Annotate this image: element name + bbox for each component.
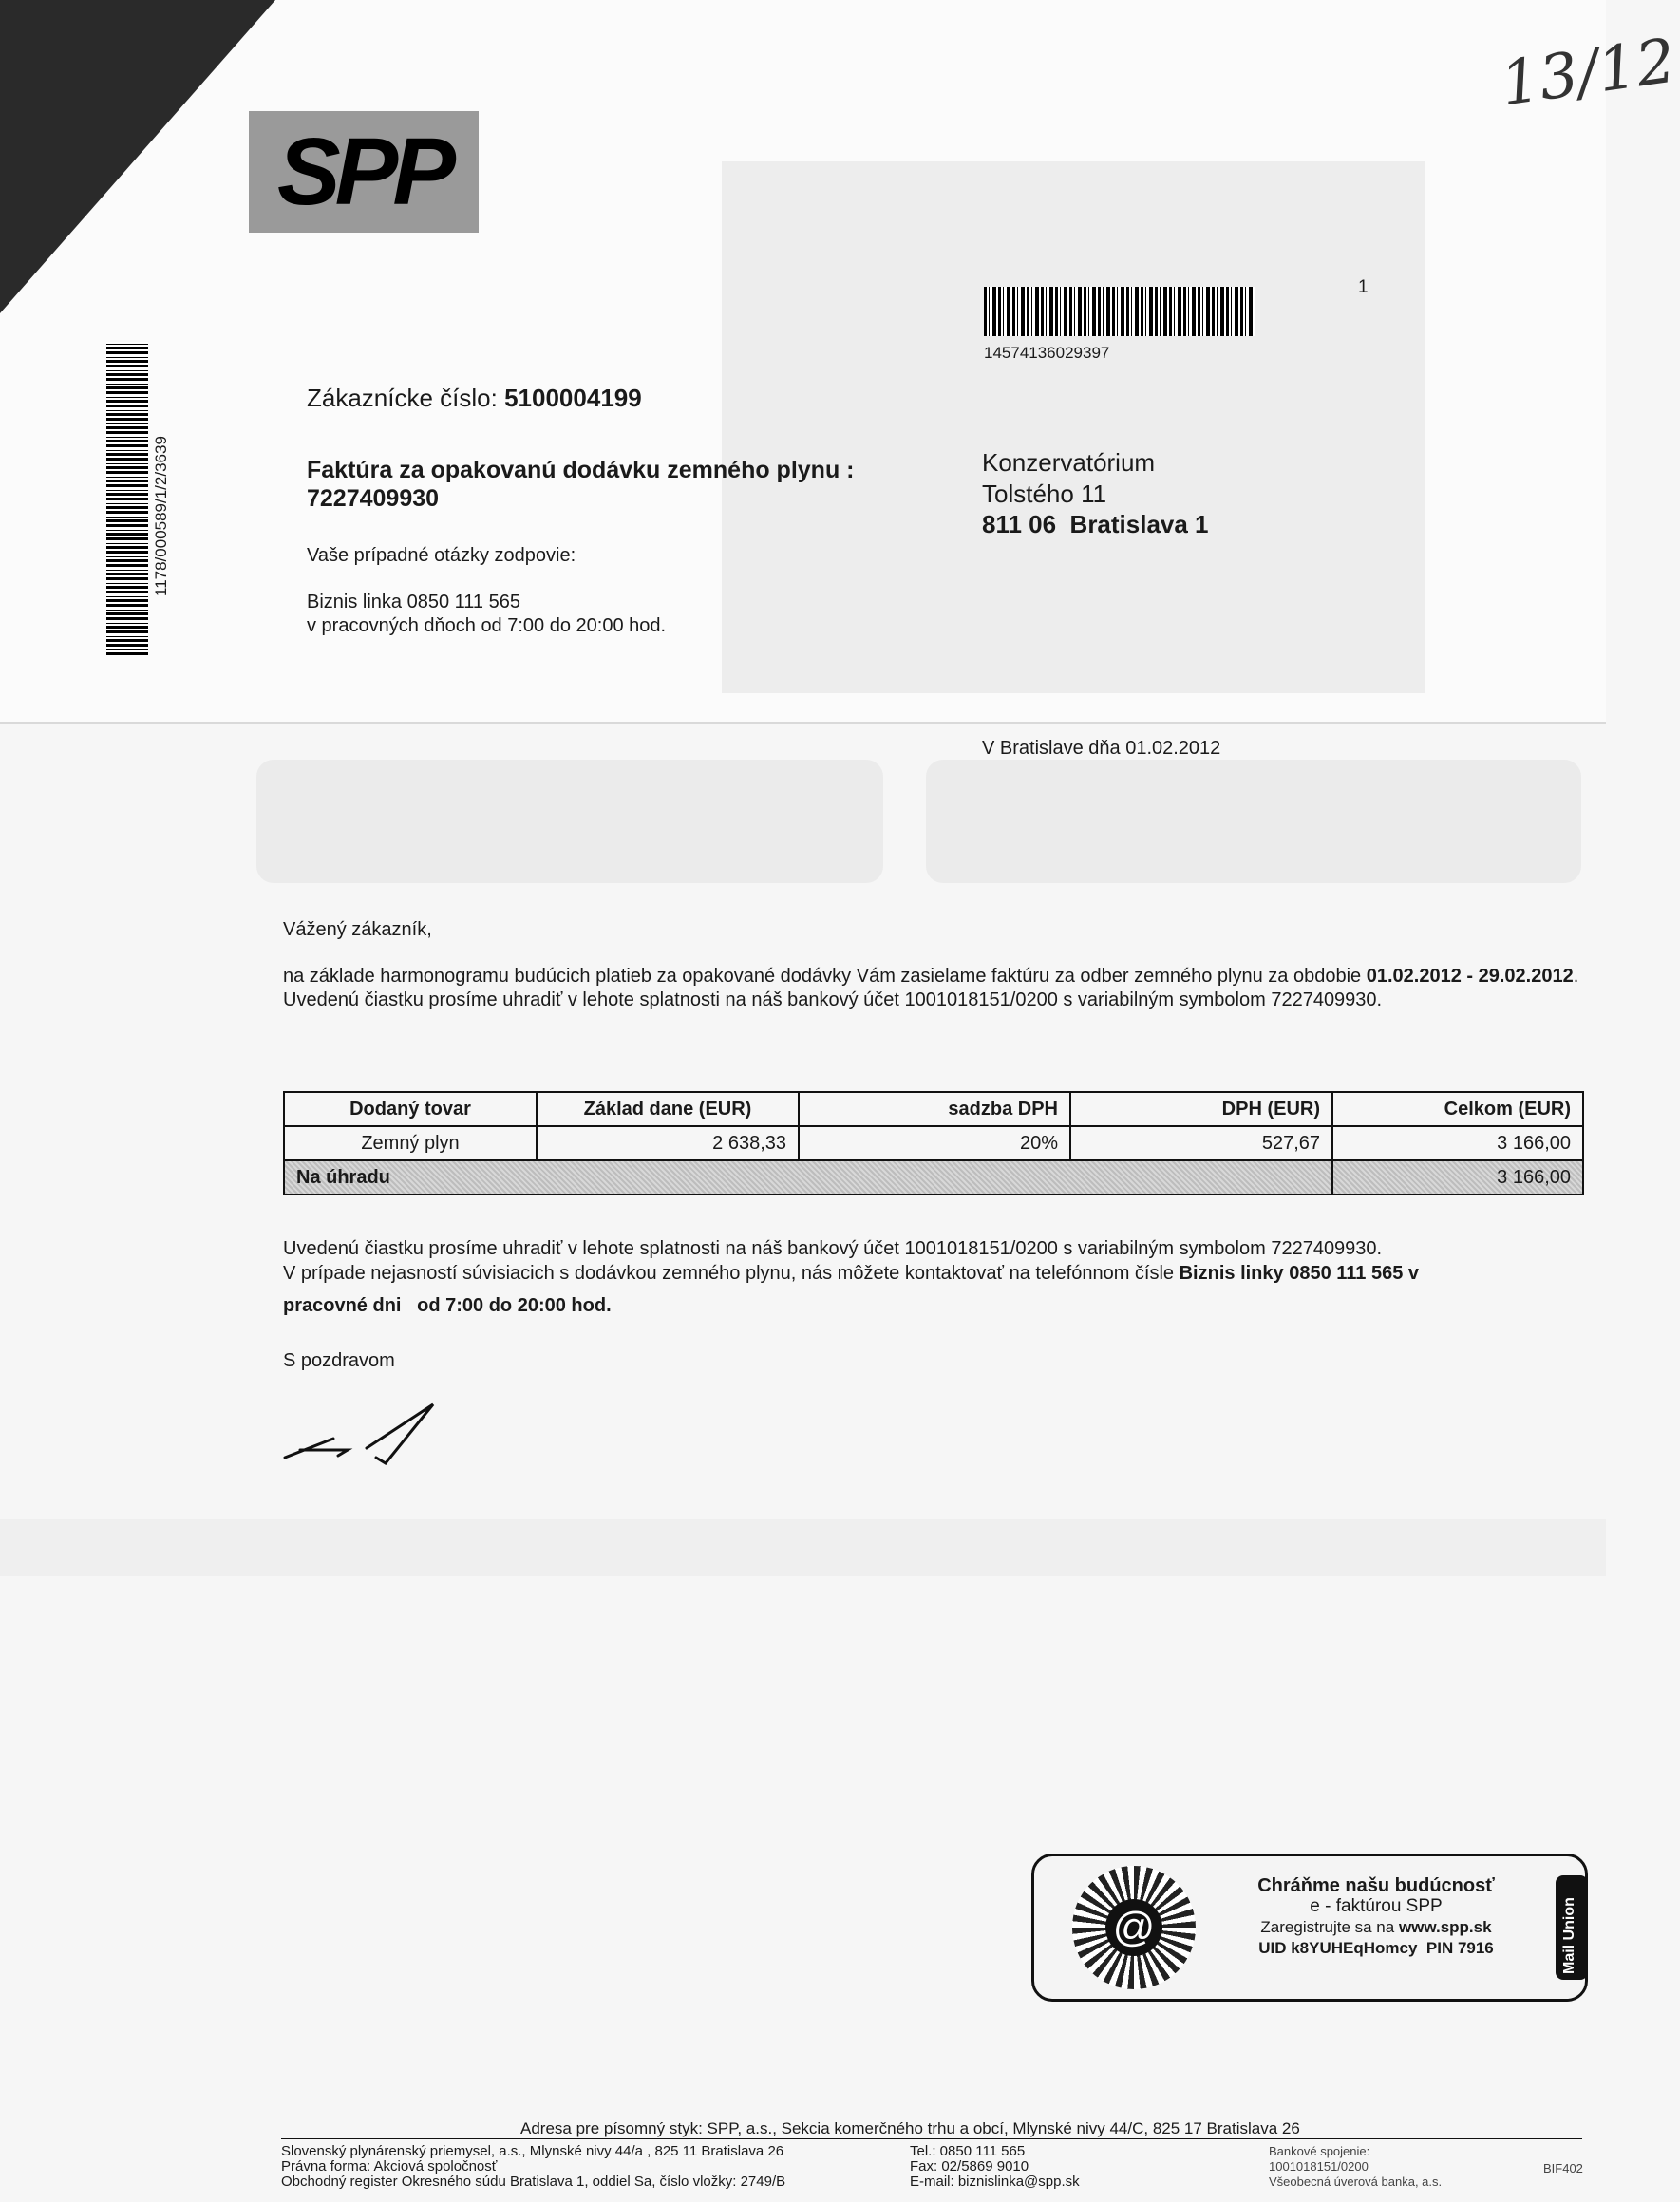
customer-label: Zákaznícke číslo: [307,384,498,412]
at-sign-icon: @ [1105,1899,1162,1956]
payment-repeat: Uvedenú čiastku prosíme uhradiť v lehote splatnosti na náš bankový účet 1001018151/0200 s variabilným symbolom 7227409930. [283,1238,1383,1259]
page-fold [0,722,1606,724]
table-header-row [284,1092,1583,1126]
contact-hours: pracovné dni od 7:00 do 20:00 hod. [283,1295,612,1316]
recipient-name: Konzervatórium [982,448,1156,477]
closing-salutation: S pozdravom [283,1350,395,1371]
table-cell: 527,67 [1070,1126,1332,1160]
invoice-title: Faktúra za opakovanú dodávku zemného plynu : [307,457,855,483]
table-cell: 2 638,33 [537,1126,799,1160]
footer-line: Bankové spojenie: [1269,2144,1370,2158]
bleed-through-shape [926,760,1581,883]
table-cell: 3 166,00 [1332,1126,1583,1160]
contact-info: V prípade nejasností súvisiacich s dodávkou zemného plynu, nás môžete kontaktovať na telefónnom čísle [283,1263,1180,1284]
table-cell: Zemný plyn [284,1126,537,1160]
body-period-end: . [1573,966,1579,987]
column-header: DPH (EUR) [1070,1092,1332,1126]
date-line: V Bratislave dňa 01.02.2012 [982,738,1221,759]
contact-question: Vaše prípadné otázky zodpovie: [307,545,576,566]
footer-address: Adresa pre písomný styk: SPP, a.s., Sekcia komerčného trhu a obcí, Mlynské nivy 44/C, 825 17 Bratislava 26 [520,2119,1300,2137]
footer-line: Všeobecná úverová banka, a.s. [1269,2174,1443,2189]
recipient-street: Tolstého 11 [982,480,1107,508]
footer-line: E-mail: biznislinka@spp.sk [910,2174,1080,2190]
promo-text [1224,1875,1528,1959]
promo-credentials: UID k8YUHEqHomcy PIN 7916 [1258,1939,1494,1957]
promo-website[interactable]: www.spp.sk [1398,1918,1492,1936]
footer-line: Obchodný register Okresného súdu Bratislava 1, oddiel Sa, číslo vložky: 2749/B [281,2174,786,2190]
invoice-number: 7227409930 [307,485,440,512]
bleed-through-shape [0,1519,1606,1576]
contact-phone: Biznis linky 0850 111 565 v [1179,1263,1420,1284]
greeting: Vážený zákazník, [283,919,432,940]
footer-line: 1001018151/0200 [1269,2159,1369,2174]
footer-divider [281,2138,1582,2139]
recipient-city: 811 06 Bratislava 1 [982,510,1209,538]
vertical-code: 1178/000589/1/2/3639 [152,436,170,596]
invoice-table [283,1091,1584,1195]
sunflower-icon [1072,1866,1196,1989]
column-header: Základ dane (EUR) [537,1092,799,1126]
customer-number: 5100004199 [504,384,642,412]
closing-paragraph [283,1236,1594,1286]
scanner-corner-shadow [0,0,275,313]
body-paragraph [283,965,1589,1012]
footer-line: Fax: 02/5869 9010 [910,2158,1029,2174]
payment-instruction: Uvedenú čiastku prosíme uhradiť v lehote splatnosti na náš bankový účet 1001018151/0200 s variabilným symbolom 7227409930. [283,989,1383,1010]
contact-line2: v pracovných dňoch od 7:00 do 20:00 hod. [307,615,667,636]
bleed-through-shape [256,760,883,883]
promo-subtitle: e - faktúrou SPP [1310,1896,1443,1916]
contact-line1: Biznis linka 0850 111 565 [307,592,520,612]
table-row [284,1126,1583,1160]
signature [281,1401,452,1477]
table-cell: 20% [799,1126,1070,1160]
form-code: BIF402 [1543,2161,1583,2175]
customer-number-line [307,384,642,413]
barcode [984,287,1255,336]
promo-title: Chráňme našu budúcnosť [1257,1875,1495,1896]
billing-period: 01.02.2012 - 29.02.2012 [1366,966,1574,987]
column-header: Dodaný tovar [284,1092,537,1126]
table-total-row [284,1160,1583,1195]
total-value: 3 166,00 [1332,1160,1583,1195]
promo-register: Zaregistrujte sa na www.spp.sk [1260,1918,1492,1936]
footer-line: Právna forma: Akciová spoločnosť [281,2158,498,2174]
total-label: Na úhradu [284,1160,1332,1195]
column-header: sadzba DPH [799,1092,1070,1126]
page-number: 1 [1358,277,1369,297]
mail-union-logo: Mail Union [1556,1875,1588,1980]
e-invoice-promo [1031,1854,1588,2002]
footer-line: Slovenský plynárenský priemysel, a.s., Mlynské nivy 44/a , 825 11 Bratislava 26 [281,2143,784,2159]
body-text: na základe harmonogramu budúcich platieb za opakované dodávky Vám zasielame faktúru za odber zemného plynu za obdobie [283,966,1367,987]
column-header: Celkom (EUR) [1332,1092,1583,1126]
footer-contacts [910,2144,1080,2190]
footer-company [281,2144,785,2190]
bleed-through-shape [722,161,1425,693]
barcode-number: 14574136029397 [984,344,1110,362]
footer-bank [1269,2144,1442,2190]
spp-logo: SPP [249,111,479,233]
footer-line: Tel.: 0850 111 565 [910,2143,1026,2159]
vertical-barcode [106,342,148,655]
handwritten-note: 13/12 [1496,26,1680,121]
